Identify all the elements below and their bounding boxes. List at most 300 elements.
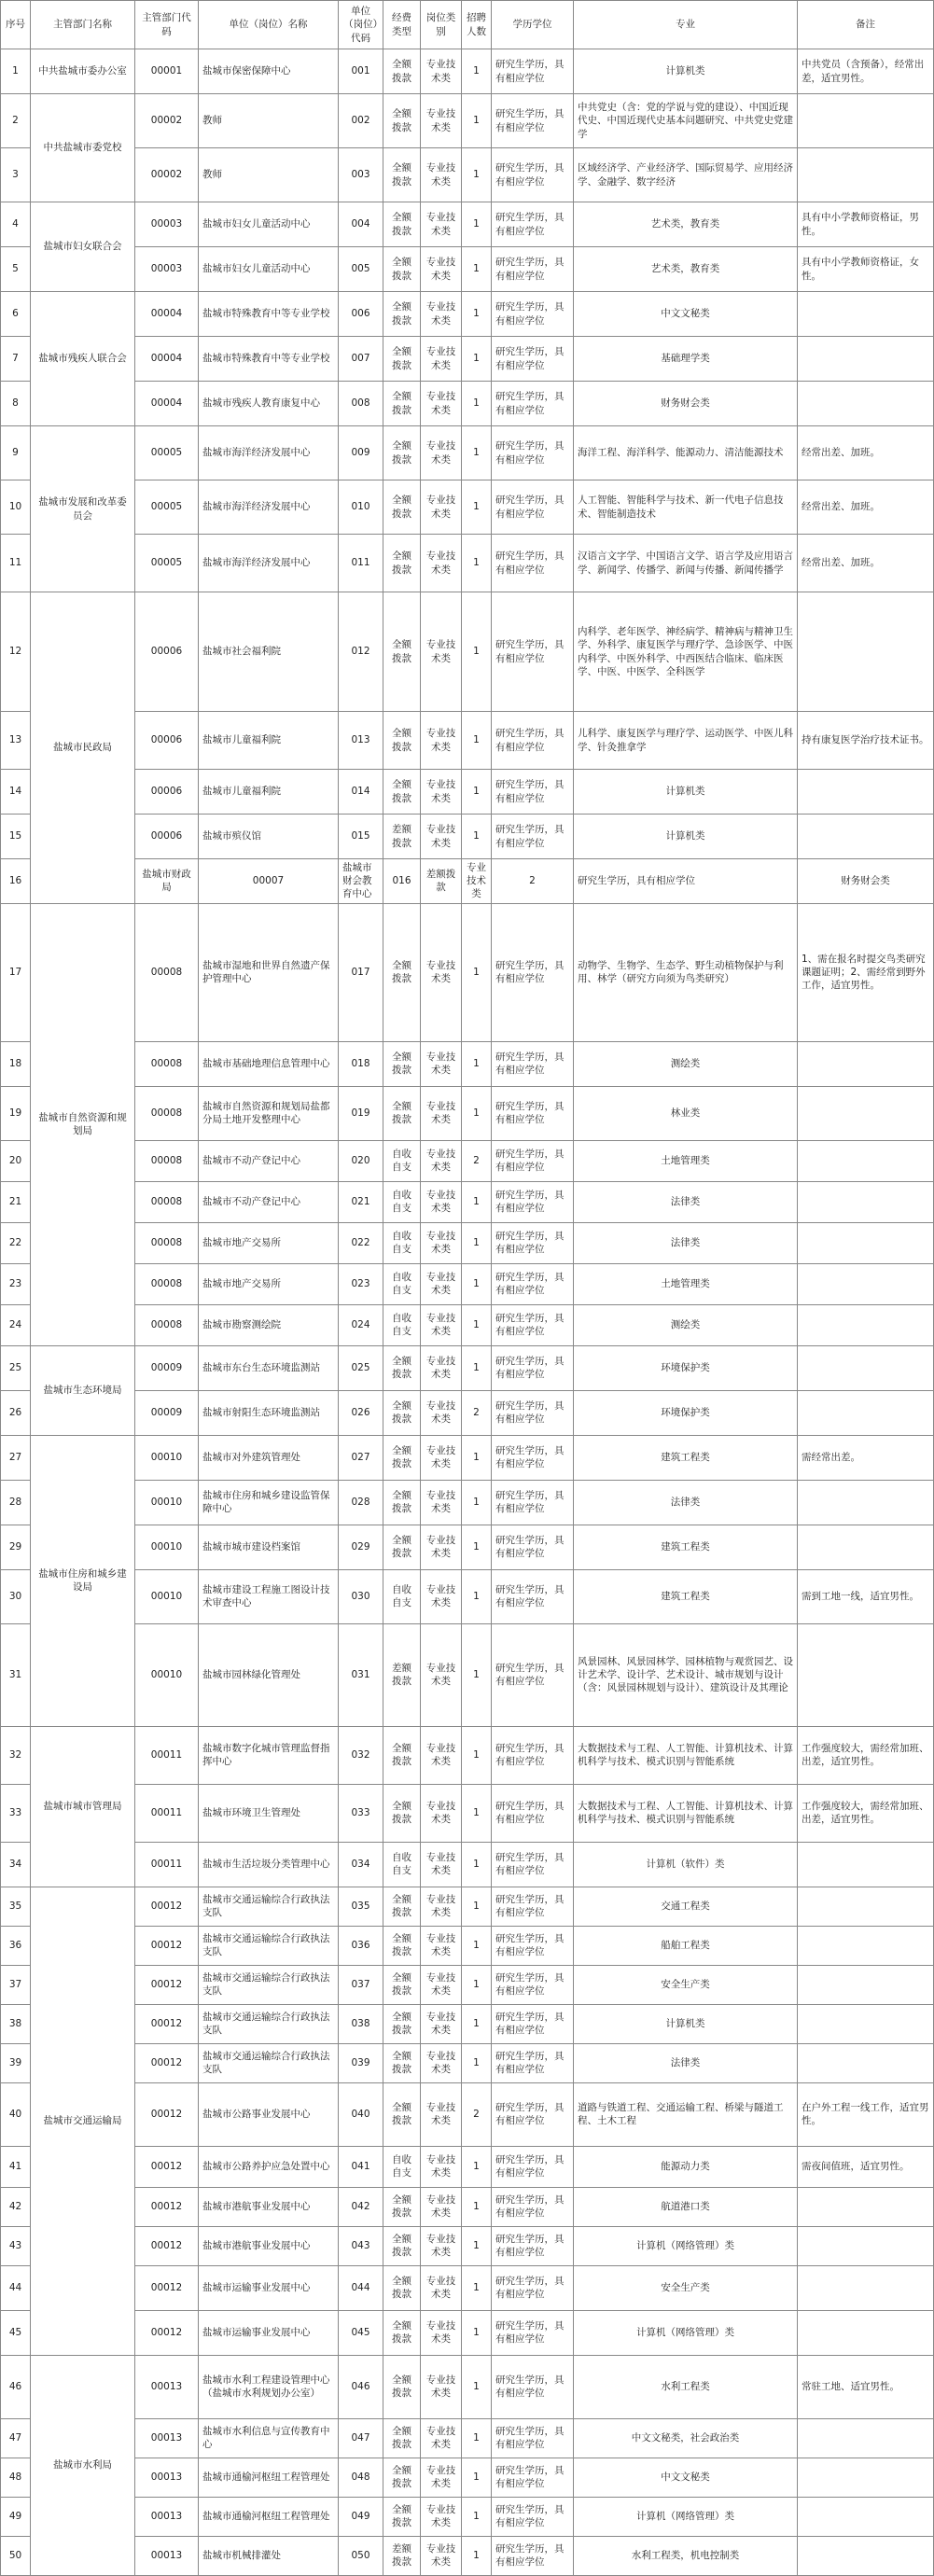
hire-count: 1 [462,2226,492,2265]
row-number: 45 [1,2310,31,2355]
notes: 需经常出差。 [798,1435,934,1480]
position-code: 035 [339,1887,383,1926]
education-requirement: 研究生学历，具有相应学位 [492,535,574,592]
table-row [1,903,934,1041]
position-code: 029 [339,1525,383,1569]
position-code: 006 [339,292,383,337]
education-requirement: 研究生学历，具有相应学位 [492,1726,574,1784]
table-row [1,2265,934,2310]
dept-code: 00001 [135,49,199,94]
table-row [1,1525,934,1569]
row-number: 26 [1,1390,31,1435]
header-major: 专业 [574,1,798,49]
notes [798,2418,934,2458]
major-requirement: 中文文秘类 [574,2458,798,2497]
notes [798,1304,934,1345]
fund-type: 自收自支 [383,1842,421,1887]
fund-type: 全额拨款 [383,292,421,337]
position-category: 专业技术类 [421,1390,462,1435]
education-requirement: 研究生学历，具有相应学位 [492,1842,574,1887]
hire-count: 1 [462,382,492,426]
position-code: 042 [339,2187,383,2226]
position-category: 专业技术类 [421,1887,462,1926]
position-category: 专业技术类 [421,382,462,426]
education-requirement: 研究生学历，具有相应学位 [492,202,574,247]
row-number: 14 [1,770,31,815]
position-category: 专业技术类 [421,2497,462,2536]
table-row [1,712,934,770]
fund-type: 全额拨款 [383,1345,421,1390]
position-code: 037 [339,1965,383,2004]
table-row [1,2146,934,2187]
position-category: 专业技术类 [421,770,462,815]
hire-count: 2 [462,2082,492,2146]
dept-code: 00012 [135,2004,199,2043]
hire-count: 1 [462,2310,492,2355]
header-dept: 主管部门名称 [31,1,135,49]
dept-code: 00011 [135,1726,199,1784]
education-requirement: 研究生学历，具有相应学位 [492,1887,574,1926]
row-number: 1 [1,49,31,94]
education-requirement: 研究生学历，具有相应学位 [492,1965,574,2004]
hire-count: 1 [462,2043,492,2082]
notes [798,1842,934,1887]
major-requirement: 法律类 [574,2043,798,2082]
row-number: 6 [1,292,31,337]
notes [798,382,934,426]
major-requirement: 计算机类 [574,815,798,859]
hire-count: 1 [462,2497,492,2536]
fund-type: 差额拨款 [421,859,462,904]
dept-code: 00012 [135,1965,199,2004]
dept-code: 00002 [135,94,199,148]
row-number: 25 [1,1345,31,1390]
hire-count: 1 [462,1435,492,1480]
table-row [1,1390,934,1435]
unit-name: 盐城市殡仪馆 [199,815,339,859]
row-number: 35 [1,1887,31,1926]
major-requirement: 财务财会类 [798,859,934,904]
dept-code: 00006 [135,712,199,770]
hire-count: 1 [462,535,492,592]
education-requirement: 研究生学历，具有相应学位 [492,2497,574,2536]
unit-name: 盐城市交通运输综合行政执法支队 [199,1965,339,2004]
position-category: 专业技术类 [421,2043,462,2082]
table-row [1,148,934,202]
table-row [1,2187,934,2226]
notes [798,1263,934,1304]
unit-name: 盐城市地产交易所 [199,1222,339,1263]
position-code: 017 [339,903,383,1041]
education-requirement: 研究生学历，具有相应学位 [492,1480,574,1525]
education-requirement: 研究生学历，具有相应学位 [492,382,574,426]
fund-type: 全额拨款 [383,382,421,426]
notes: 经常出差、加班。 [798,480,934,535]
position-code: 011 [339,535,383,592]
table-row [1,2418,934,2458]
row-number: 19 [1,1086,31,1140]
position-code: 005 [339,247,383,292]
education-requirement: 研究生学历，具有相应学位 [492,1086,574,1140]
header-no: 序号 [1,1,31,49]
position-code: 027 [339,1435,383,1480]
education-requirement: 研究生学历，具有相应学位 [492,1304,574,1345]
fund-type: 自收自支 [383,1263,421,1304]
fund-type: 全额拨款 [383,1086,421,1140]
row-number: 4 [1,202,31,247]
notes [798,1525,934,1569]
position-category: 专业技术类 [421,148,462,202]
major-requirement: 计算机（网络管理）类 [574,2226,798,2265]
position-category: 专业技术类 [462,859,492,904]
unit-name: 盐城市保密保障中心 [199,49,339,94]
education-requirement: 研究生学历，具有相应学位 [492,1041,574,1086]
position-category: 专业技术类 [421,815,462,859]
dept-code: 00012 [135,2082,199,2146]
unit-name: 盐城市自然资源和规划局盐都分局土地开发整理中心 [199,1086,339,1140]
notes [798,2043,934,2082]
dept-name: 盐城市妇女联合会 [31,202,135,292]
row-number: 3 [1,148,31,202]
major-requirement: 艺术类，教育类 [574,202,798,247]
hire-count: 1 [462,426,492,480]
education-requirement: 研究生学历，具有相应学位 [492,2187,574,2226]
hire-count: 1 [462,1784,492,1842]
dept-code: 00012 [135,2146,199,2187]
table-row [1,337,934,382]
position-code: 049 [339,2497,383,2536]
position-code: 031 [339,1623,383,1726]
table-row [1,247,934,292]
position-code: 043 [339,2226,383,2265]
hire-count: 1 [462,1086,492,1140]
hire-count: 1 [462,1887,492,1926]
major-requirement: 建筑工程类 [574,1569,798,1623]
position-code: 008 [339,382,383,426]
table-row [1,1887,934,1926]
position-category: 专业技术类 [421,1525,462,1569]
major-requirement: 计算机类 [574,2004,798,2043]
major-requirement: 船舶工程类 [574,1926,798,1965]
row-number: 39 [1,2043,31,2082]
unit-name: 盐城市不动产登记中心 [199,1181,339,1222]
major-requirement: 测绘类 [574,1304,798,1345]
dept-name: 盐城市自然资源和规划局 [31,903,135,1345]
dept-code: 00008 [135,1222,199,1263]
major-requirement: 计算机（软件）类 [574,1842,798,1887]
dept-code: 00012 [135,2265,199,2310]
education-requirement: 研究生学历，具有相应学位 [492,49,574,94]
table-row [1,2043,934,2082]
notes [798,592,934,712]
position-code: 044 [339,2265,383,2310]
education-requirement: 研究生学历，具有相应学位 [492,2043,574,2082]
row-number: 18 [1,1041,31,1086]
education-requirement: 研究生学历，具有相应学位 [492,480,574,535]
dept-code: 00008 [135,1140,199,1181]
table-row [1,94,934,148]
hire-count: 1 [462,1263,492,1304]
major-requirement: 计算机（网络管理）类 [574,2310,798,2355]
unit-name: 盐城市机械排灌处 [199,2536,339,2575]
hire-count: 1 [462,770,492,815]
unit-name: 盐城市海洋经济发展中心 [199,480,339,535]
table-row [1,1926,934,1965]
education-requirement: 研究生学历，具有相应学位 [492,148,574,202]
unit-name: 盐城市通榆河枢纽工程管理处 [199,2497,339,2536]
hire-count: 1 [462,2004,492,2043]
row-number: 47 [1,2418,31,2458]
major-requirement: 内科学、老年医学、神经病学、精神病与精神卫生学、外科学、康复医学与理疗学、急诊医学、中医内科学、中医外科学、中西医结合临床、临床医学、中医、中医学、全科医学 [574,592,798,712]
dept-name: 中共盐城市委办公室 [31,49,135,94]
major-requirement: 水利工程类 [574,2355,798,2418]
row-number: 34 [1,1842,31,1887]
education-requirement: 研究生学历，具有相应学位 [492,2536,574,2575]
position-category: 专业技术类 [421,2265,462,2310]
education-requirement: 研究生学历，具有相应学位 [492,592,574,712]
major-requirement: 土地管理类 [574,1263,798,1304]
row-number: 12 [1,592,31,712]
position-code: 002 [339,94,383,148]
unit-name: 盐城市地产交易所 [199,1263,339,1304]
row-number: 23 [1,1263,31,1304]
dept-code: 00008 [135,1086,199,1140]
table-row [1,2458,934,2497]
unit-name: 盐城市残疾人教育康复中心 [199,382,339,426]
notes [798,2458,934,2497]
position-code: 010 [339,480,383,535]
notes [798,292,934,337]
hire-count: 1 [462,712,492,770]
education-requirement: 研究生学历，具有相应学位 [492,1784,574,1842]
major-requirement: 建筑工程类 [574,1435,798,1480]
fund-type: 全额拨款 [383,770,421,815]
fund-type: 全额拨款 [383,480,421,535]
dept-code: 00013 [135,2497,199,2536]
unit-name: 盐城市湿地和世界自然遗产保护管理中心 [199,903,339,1041]
fund-type: 全额拨款 [383,1390,421,1435]
dept-code: 00010 [135,1480,199,1525]
fund-type: 全额拨款 [383,1887,421,1926]
dept-code: 00012 [135,2043,199,2082]
row-number: 9 [1,426,31,480]
table-row [1,815,934,859]
major-requirement: 财务财会类 [574,382,798,426]
education-requirement: 研究生学历，具有相应学位 [492,2004,574,2043]
hire-count: 1 [462,94,492,148]
major-requirement: 测绘类 [574,1041,798,1086]
fund-type: 全额拨款 [383,2187,421,2226]
row-number: 8 [1,382,31,426]
row-number: 15 [1,815,31,859]
dept-code: 00009 [135,1390,199,1435]
major-requirement: 大数据技术与工程、人工智能、计算机技术、计算机科学与技术、模式识别与智能系统 [574,1784,798,1842]
position-code: 038 [339,2004,383,2043]
unit-name: 盐城市港航事业发展中心 [199,2187,339,2226]
position-code: 016 [383,859,421,904]
notes: 具有中小学教师资格证，男性。 [798,202,934,247]
dept-code: 00008 [135,903,199,1041]
dept-code: 00006 [135,770,199,815]
hire-count: 1 [462,1041,492,1086]
table-row [1,2355,934,2418]
row-number: 50 [1,2536,31,2575]
hire-count: 1 [462,2536,492,2575]
position-code: 001 [339,49,383,94]
notes: 中共党员（含预备），经常出差，适宜男性。 [798,49,934,94]
fund-type: 全额拨款 [383,1480,421,1525]
dept-code: 00004 [135,382,199,426]
unit-name: 盐城市对外建筑管理处 [199,1435,339,1480]
major-requirement: 动物学、生物学、生态学、野生动植物保护与利用、林学（研究方向须为鸟类研究） [574,903,798,1041]
education-requirement: 研究生学历，具有相应学位 [492,2310,574,2355]
education-requirement: 研究生学历，具有相应学位 [492,1569,574,1623]
hire-count: 1 [462,202,492,247]
unit-name: 盐城市港航事业发展中心 [199,2226,339,2265]
major-requirement: 中文文秘类 [574,292,798,337]
unit-name: 盐城市儿童福利院 [199,712,339,770]
row-number: 32 [1,1726,31,1784]
table-row [1,1263,934,1304]
position-code: 048 [339,2458,383,2497]
position-category: 专业技术类 [421,2187,462,2226]
position-code: 041 [339,2146,383,2187]
dept-code: 00008 [135,1263,199,1304]
dept-code: 00013 [135,2458,199,2497]
hire-count: 1 [462,1842,492,1887]
unit-name: 盐城市环境卫生管理处 [199,1784,339,1842]
notes: 需夜间值班，适宜男性。 [798,2146,934,2187]
notes [798,770,934,815]
table-row [1,2082,934,2146]
hire-count: 1 [462,49,492,94]
dept-code: 00008 [135,1304,199,1345]
row-number: 38 [1,2004,31,2043]
table-row [1,1345,934,1390]
notes: 在户外工程一线工作，适宜男性。 [798,2082,934,2146]
notes: 持有康复医学治疗技术证书。 [798,712,934,770]
fund-type: 自收自支 [383,1304,421,1345]
unit-name: 盐城市通榆河枢纽工程管理处 [199,2458,339,2497]
unit-name: 盐城市妇女儿童活动中心 [199,247,339,292]
position-code: 015 [339,815,383,859]
dept-name: 盐城市残疾人联合会 [31,292,135,426]
position-category: 专业技术类 [421,1181,462,1222]
major-requirement: 法律类 [574,1222,798,1263]
dept-code: 00011 [135,1784,199,1842]
row-number: 20 [1,1140,31,1181]
education-requirement: 研究生学历，具有相应学位 [492,1926,574,1965]
fund-type: 全额拨款 [383,247,421,292]
position-code: 003 [339,148,383,202]
education-requirement: 研究生学历，具有相应学位 [492,1390,574,1435]
major-requirement: 安全生产类 [574,2265,798,2310]
position-code: 040 [339,2082,383,2146]
row-number: 48 [1,2458,31,2497]
table-row [1,1480,934,1525]
header-notes: 备注 [798,1,934,49]
education-requirement: 研究生学历，具有相应学位 [492,337,574,382]
hire-count: 2 [492,859,574,904]
unit-name: 盐城市城市建设档案馆 [199,1525,339,1569]
table-row [1,49,934,94]
position-category: 专业技术类 [421,2146,462,2187]
position-code: 026 [339,1390,383,1435]
hire-count: 2 [462,1390,492,1435]
dept-code: 00012 [135,2187,199,2226]
table-row [1,2536,934,2575]
fund-type: 差额拨款 [383,2536,421,2575]
dept-code: 00005 [135,426,199,480]
row-number: 22 [1,1222,31,1263]
fund-type: 全额拨款 [383,94,421,148]
table-row [1,202,934,247]
position-category: 专业技术类 [421,1304,462,1345]
fund-type: 全额拨款 [383,2497,421,2536]
row-number: 27 [1,1435,31,1480]
hire-count: 1 [462,2146,492,2187]
position-category: 专业技术类 [421,1842,462,1887]
major-requirement: 计算机（网络管理）类 [574,2497,798,2536]
unit-name: 盐城市特殊教育中等专业学校 [199,292,339,337]
position-code: 034 [339,1842,383,1887]
unit-name: 盐城市数字化城市管理监督指挥中心 [199,1726,339,1784]
major-requirement: 水利工程类，机电控制类 [574,2536,798,2575]
education-requirement: 研究生学历，具有相应学位 [574,859,798,904]
unit-name: 盐城市基础地理信息管理中心 [199,1041,339,1086]
dept-code: 00011 [135,1842,199,1887]
education-requirement: 研究生学历，具有相应学位 [492,1140,574,1181]
hire-count: 1 [462,148,492,202]
fund-type: 全额拨款 [383,2418,421,2458]
major-requirement: 计算机类 [574,770,798,815]
hire-count: 1 [462,2265,492,2310]
position-category: 专业技术类 [421,2226,462,2265]
education-requirement: 研究生学历，具有相应学位 [492,2418,574,2458]
position-category: 专业技术类 [421,292,462,337]
table-row [1,1181,934,1222]
table-row [1,2497,934,2536]
education-requirement: 研究生学历，具有相应学位 [492,94,574,148]
notes [798,815,934,859]
notes: 经常出差、加班。 [798,426,934,480]
table-row [1,2226,934,2265]
row-number: 37 [1,1965,31,2004]
header-row [1,1,934,49]
unit-name: 盐城市园林绿化管理处 [199,1623,339,1726]
row-number: 10 [1,480,31,535]
hire-count: 1 [462,592,492,712]
dept-code: 00007 [199,859,339,904]
table-row [1,2310,934,2355]
major-requirement: 土地管理类 [574,1140,798,1181]
position-code: 025 [339,1345,383,1390]
unit-name: 盐城市海洋经济发展中心 [199,535,339,592]
hire-count: 1 [462,1726,492,1784]
notes: 工作强度较大，需经常加班、出差，适宜男性。 [798,1726,934,1784]
fund-type: 全额拨款 [383,1435,421,1480]
table-row [1,1140,934,1181]
notes [798,2187,934,2226]
major-requirement: 计算机类 [574,49,798,94]
dept-code: 00012 [135,2226,199,2265]
row-number: 5 [1,247,31,292]
hire-count: 1 [462,1965,492,2004]
dept-code: 00013 [135,2418,199,2458]
major-requirement: 儿科学、康复医学与理疗学、运动医学、中医儿科学、针灸推拿学 [574,712,798,770]
table-row [1,1784,934,1842]
hire-count: 1 [462,1181,492,1222]
